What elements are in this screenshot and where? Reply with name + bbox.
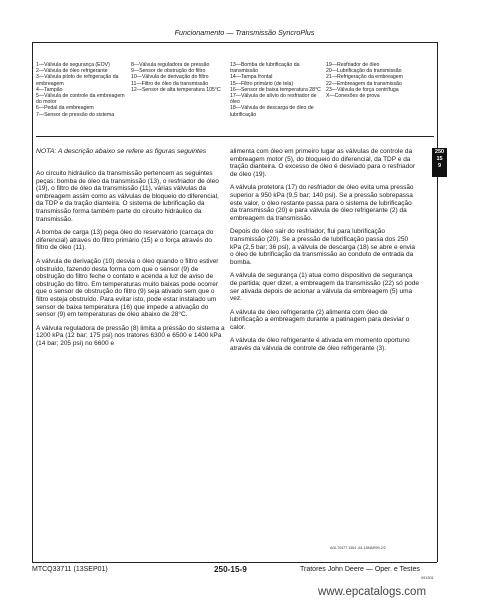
legend-item: 8—Válvula reguladora de pressão bbox=[131, 62, 210, 68]
footer-manual-title: Tratores John Deere — Oper. e Testes bbox=[300, 566, 420, 573]
paragraph: A válvula de óleo refrigerante é ativada em momento oportuno através da válvula de controle de óleo refrigerante (3). bbox=[230, 337, 410, 353]
left-text-column bbox=[36, 170, 226, 353]
legend-item: 20—Lubrificação da transmissão bbox=[326, 68, 402, 75]
legend-item: 3—Válvula piloto de refrigeração da embreagem bbox=[36, 74, 119, 87]
section-tab-line: 9 bbox=[437, 163, 442, 169]
section-tab-line: 250 bbox=[434, 149, 445, 155]
paragraph: alimenta com óleo em primeiro lugar as válvulas de controle da embreagem motor (5), do bloqueio do diferencial, da TDP e da tração dianteira. O excesso de óleo é desviado para o resfriador de óleo (19). bbox=[230, 148, 415, 178]
paragraph: A válvula protetora (17) do resfriador de óleo evita uma pressão superior a 950 kPa (9,5 bar; 140 psi). Se a pressão sobrepassa este valor, o óleo restante passa para o sistema de lubrificação da transmissão (20) e para válvula de óleo refrigerante (2) da embreagem da transmissão. bbox=[230, 184, 414, 222]
left-rule bbox=[32, 42, 33, 562]
footer-manual-id: MTCQ33711 (13SEP01) bbox=[32, 566, 108, 573]
legend-item: 21—Refrigeração da embreagem bbox=[326, 74, 403, 81]
legend-item: 5—Válvula de controle da embreagem do motor bbox=[36, 93, 125, 106]
right-text-column bbox=[230, 148, 420, 359]
paragraph: A bomba de carga (13) pega óleo do reservatório (carcaça do diferencial) através do filtro primário (15) e o força através do filtro de óleo (11). bbox=[36, 229, 214, 252]
legend-item: 19—Resfriador de óleo bbox=[326, 62, 380, 68]
legend-item: 17—Válvula de alívio do resfriador de óleo bbox=[230, 93, 317, 106]
legend-column-2 bbox=[131, 62, 226, 93]
legend-item: 10—Válvula de derivação do filtro bbox=[131, 74, 209, 81]
legend-item: 1—Válvula de segurança (EOV) bbox=[36, 62, 110, 68]
paragraph: A válvula de óleo refrigerante (2) alimenta com óleo de lubrificação a embreagem durante a patinagem para desviar o calor. bbox=[230, 308, 410, 331]
legend-item: 15—Filtro primário (de tela) bbox=[230, 80, 294, 87]
legend-item: 22—Embreagem da transmissão bbox=[326, 80, 402, 87]
paragraph: A válvula de derivação (10) desvia o óleo quando o filtro estiver obstruído, fazendo desta forma com que o sensor (9) de obstrução do filtro feche o contato e acenda a luz de aviso de obstrução do filtro. Em temperaturas muito baixas pode ocorrer que o sensor de obstrução do filtro (9) seja ativado sem que o filtro esteja obstruído. Para evitar isto, pode estar instalado um sensor de baixa temperatura (16) que impede a ativação do sensor (9) em temperaturas de óleo abaixo de 28°C. bbox=[36, 257, 219, 319]
footer-code: 091301 bbox=[421, 576, 434, 580]
legend-item: 7—Sensor de pressão do sistema bbox=[36, 111, 115, 118]
section-tab-line: 15 bbox=[436, 156, 443, 162]
legend-item: X—Conexões de prova bbox=[326, 93, 380, 100]
bottom-rule bbox=[32, 562, 437, 563]
legend-item: 16—Sensor de baixa temperatura 28°C bbox=[230, 86, 321, 93]
top-rule bbox=[32, 42, 437, 43]
legend-item: 4—Tampão bbox=[36, 86, 63, 93]
section-tab bbox=[432, 148, 447, 177]
image-reference: AGL70477 1354 -54-18MAR99-2/2 bbox=[330, 546, 386, 550]
legend-item: 13—Bomba de lubrificação da transmissão bbox=[230, 62, 300, 75]
legend-item: 18—Válvula de descarga de óleo de lubrificação bbox=[230, 105, 314, 118]
footer-page-number: 250-15-9 bbox=[214, 565, 247, 574]
page-header-title: Funcionamento — Transmissão SyncroPlus bbox=[174, 28, 315, 37]
legend-column-4 bbox=[326, 62, 431, 99]
paragraph: A válvula reguladora de pressão (8) limita a pressão do sistema a 1200 kPa (12 bar; 175 psi) nos tratores 6300 e 6500 e 1400 kPa (14 bar; 205 psi) no 6600 e bbox=[36, 324, 225, 347]
legend-column-1 bbox=[36, 62, 131, 118]
legend-item: 14—Tampa frontal bbox=[230, 74, 273, 81]
legend-divider bbox=[36, 136, 434, 137]
legend-item: 12—Sensor de alta temperatura 105°C bbox=[131, 86, 221, 93]
legend-item: 11—Filtro de óleo da transmissão bbox=[131, 80, 209, 87]
paragraph: Ao circuito hidráulico da transmissão pertencem as seguintes peças: bomba de óleo da transmissão (13), o resfriador de óleo (19), o filtro de óleo da transmissão (11), várias válvulas da embreagem assim como as válvulas de bloqueio do diferencial, da TDP e da tração dianteira. O sistema de lubrificação da transmissão forma também parte do circuito hidráulico da transmissão. bbox=[36, 170, 219, 223]
paragraph: A válvula de segurança (1) atua como dispositivo de segurança de partida; quer dizer, a embreagem da transmissão (22) só pode ser ativada depois de acionar a válvula da embreagem (5) uma vez. bbox=[230, 272, 419, 303]
paragraph: Depois do óleo sair do resfriador, flui para lubrificação transmissão (20). Se a pressão de lubrificação passa dos 250 kPa (2,5 bar; 36 psi), a válvula de descarga (18) se abre e envia o óleo de lubrificação da transmissão ao conduto de entrada da bomba. bbox=[230, 228, 415, 266]
legend-item: 6—Pedal da embreagem bbox=[36, 105, 94, 112]
watermark: www.epcatalogs.com bbox=[318, 586, 427, 598]
legend-item: 23—Válvula de força centrífuga bbox=[326, 86, 399, 93]
legend-item: 9—Sensor de obstrução do filtro bbox=[131, 68, 206, 75]
right-rule bbox=[437, 42, 438, 562]
legend-column-3 bbox=[230, 62, 325, 118]
note-text: NOTA: A descrição abaixo se refere as figuras seguintes bbox=[36, 148, 207, 155]
legend-item: 2—Válvula de óleo refrigerante bbox=[36, 68, 108, 75]
